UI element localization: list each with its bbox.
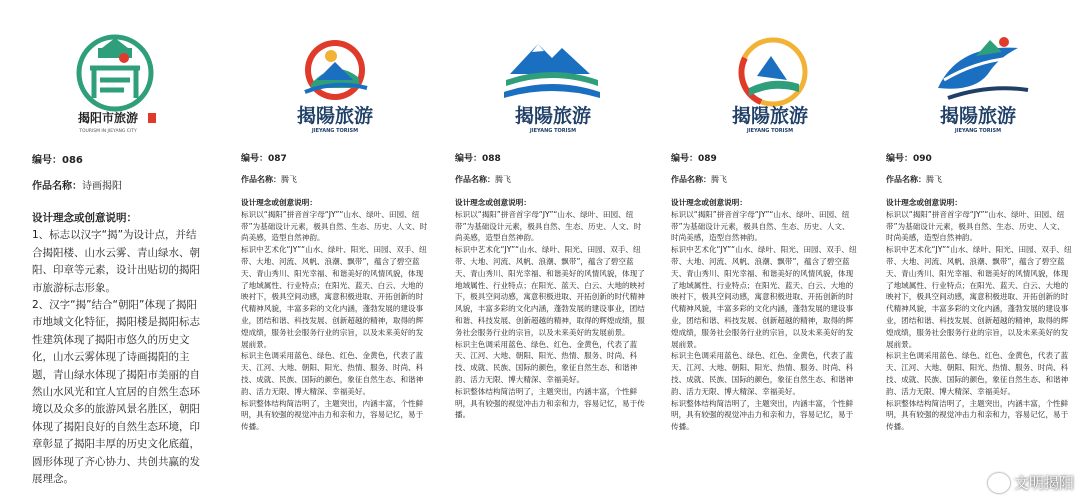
entry-number: 编号：089: [671, 154, 717, 164]
logo-subcaption: JIEYANG TORISM: [529, 128, 577, 134]
concept-heading: 设计理念或创意说明：: [455, 198, 531, 207]
name-value: 腾飞: [495, 175, 511, 184]
concept-paragraph: 标识主色调采用蓝色、绿色、红色、金黄色，代表了蓝天、江河、大地、朝阳、阳光、热情、服务、时尚、科技、成就、民族、国际的颜色，象征自然生态、和谐神韵、活力无限、博大精深、幸福美好。: [886, 351, 1069, 396]
name-value: 诗画揭阳: [82, 181, 122, 192]
name-label: 作品名称：: [671, 175, 711, 184]
concept-paragraph: 标识以“揭阳”拼音首字母“JY”“山水、绿叶、田园、纽带”为基础设计元素，极具自然、生态、历史、人文、时尚美感，造型自然神韵。: [886, 209, 1065, 243]
concept-description: [886, 197, 1072, 433]
entry-number: 编号：086: [32, 155, 83, 166]
name-value: 腾飞: [926, 175, 942, 184]
concept-paragraph: 2、汉字“揭”结合“朝阳”体现了揭阳市地域文化特征，揭阳楼是揭阳标志性建筑体现了揭阳市悠久的历史文化，山水云雾体现了诗画揭阳的主题，青山绿水体现了揭阳市美丽的自然山水风光和宜人宜居的自然生态环境以及众多的旅游风景名胜区，朝阳体现了揭阳良好的自然生态环境，印章彰显了揭阳丰厚的历史文化底蕴，圆形体现了齐心协力、共创共赢的发展理念。: [32, 299, 200, 486]
concept-paragraph: 标识以“揭阳”拼音首字母“JY”“山水、绿叶、田园、纽带”为基础设计元素，极具自然、生态、历史、人文、时尚美感，造型自然神韵。: [241, 209, 428, 243]
name-value: 腾飞: [281, 175, 297, 184]
entry-name: [886, 174, 942, 185]
concept-paragraph: 1、标志以汉字“揭”为设计点，并结合揭阳楼、山水云雾、青山绿水、朝阳、印章等元素，设计出贴切的揭阳市旅游标志形象。: [32, 229, 200, 294]
concept-paragraph: 标识主色调采用蓝色、绿色、红色、金黄色，代表了蓝天、江河、大地、朝阳、阳光、热情、服务、时尚、科技、成就、民族、国际的颜色，象征自然生态、和谐神韵、活力无限、博大精深、幸福美好。: [455, 339, 638, 384]
watermark-text: 文明揭阳: [1013, 473, 1074, 492]
entry-086: [20, 0, 220, 499]
entry-name: [32, 177, 122, 192]
concept-paragraph: 标识中艺术化“JY”“山水、绿叶、阳光、田园、双手、纽带、大地、河流、风帆、浪潮、飘带”，蕴含了碧空蓝天、青山秀川、阳光幸福、和谐美好的风情风貌，体现了地域属性、行业特点；在阳光、蓝天、白云、大地的映衬下，极具空间动感，寓意积极进取、开拓创新的时代精神风貌，丰富多彩的文化内涵，蓬勃发展的建设事业，团结和谐、科技发展、创新超越的精神，取得的辉煌成绩，服务社会服务行业的宗旨，以及未来美好的发展前景。: [671, 245, 857, 349]
watermark: [988, 472, 1074, 494]
entry-number: 编号：090: [886, 154, 932, 164]
logo-caption: 揭阳市旅游: [77, 111, 139, 125]
logo-caption: 揭陽旅游: [731, 105, 809, 127]
concept-paragraph: 标识整体结构简洁明了，主题突出，内涵丰富，个性鲜明，具有较强的视觉冲击力和亲和力，容易记忆，易于传播。: [455, 386, 645, 420]
concept-heading: 设计理念或创意说明：: [241, 198, 317, 207]
name-value: 腾飞: [711, 175, 727, 184]
logo-subcaption: TOURISM IN JIEYANG CITY: [79, 129, 137, 134]
entry-087: [235, 0, 440, 499]
logo-086: [20, 18, 220, 136]
concept-heading: 设计理念或创意说明：: [32, 212, 137, 224]
name-label: 作品名称：: [886, 175, 926, 184]
logo-088: [448, 18, 658, 136]
concept-paragraph: 标识整体结构简洁明了，主题突出，内涵丰富，个性鲜明，具有较强的视觉冲击力和亲和力，容易记忆，易于传播。: [886, 398, 1069, 432]
entry-088: [448, 0, 658, 499]
concept-paragraph: 标识主色调采用蓝色、绿色、红色、金黄色，代表了蓝天、江河、大地、朝阳、阳光、热情、服务、时尚、科技、成就、民族、国际的颜色，象征自然生态、和谐神韵、活力无限、博大精深、幸福美好。: [241, 351, 424, 396]
concept-description: [241, 197, 429, 433]
logo-089: [665, 18, 875, 136]
entry-name: [455, 174, 511, 185]
name-label: 作品名称：: [241, 175, 281, 184]
concept-paragraph: 标识整体结构简洁明了，主题突出，内涵丰富，个性鲜明，具有较强的视觉冲击力和亲和力，容易记忆，易于传播。: [241, 398, 424, 432]
entry-089: [665, 0, 875, 499]
logo-caption: 揭陽旅游: [939, 105, 1017, 127]
logo-caption: 揭陽旅游: [514, 105, 592, 127]
entry-name: [671, 174, 727, 185]
concept-paragraph: 标识中艺术化“JY”“山水、绿叶、阳光、田园、双手、纽带、大地、河流、风帆、浪潮、飘带”，蕴含了碧空蓝天、青山秀川、阳光幸福、和谐美好的风情风貌，体现了地域属性、行业特点；在阳光、蓝天、白云、大地的映衬下，极具空间动感，寓意积极进取、开拓创新的时代精神风貌，丰富多彩的文化内涵，蓬勃发展的建设事业，团结和谐、科技发展、创新超越的精神，取得的辉煌成绩，服务社会服务行业的宗旨，以及未来美好的发展前景。: [241, 245, 427, 349]
entry-number: 编号：087: [241, 154, 287, 164]
logo-subcaption: JIEYANG TORISM: [311, 128, 359, 134]
concept-heading: 设计理念或创意说明：: [671, 198, 747, 207]
logo-subcaption: JIEYANG TORISM: [746, 128, 794, 134]
name-label: 作品名称：: [455, 175, 495, 184]
concept-description: [671, 197, 857, 433]
logo-caption: 揭陽旅游: [296, 105, 374, 127]
entry-number: 编号：088: [455, 154, 501, 164]
concept-paragraph: 标识主色调采用蓝色、绿色、红色、金黄色，代表了蓝天、江河、大地、朝阳、阳光、热情、服务、时尚、科技、成就、民族、国际的颜色，象征自然生态、和谐神韵、活力无限、博大精深、幸福美好。: [671, 351, 854, 396]
concept-heading: 设计理念或创意说明：: [886, 198, 962, 207]
concept-paragraph: 标识整体结构简洁明了，主题突出，内涵丰富，个性鲜明，具有较强的视觉冲击力和亲和力，容易记忆，易于传播。: [671, 398, 854, 432]
concept-paragraph: 标识中艺术化“JY”“山水、绿叶、阳光、田园、双手、纽带、大地、河流、风帆、浪潮、飘带”，蕴含了碧空蓝天、青山秀川、阳光幸福、和谐美好的风情风貌，体现了地域属性、行业特点；在阳光、蓝天、白云、大地的映衬下，极具空间动感，寓意积极进取、开拓创新的时代精神风貌，丰富多彩的文化内涵，蓬勃发展的建设事业，团结和谐、科技发展、创新超越的精神，取得的辉煌成绩，服务社会服务行业的宗旨，以及未来美好的发展前景。: [886, 245, 1072, 349]
concept-description: [455, 197, 645, 421]
concept-paragraph: 标识中艺术化“JY”“山水、绿叶、阳光、田园、双手、纽带、大地、河流、风帆、浪潮、飘带”，蕴含了碧空蓝天、青山秀川、阳光幸福、和谐美好的风情风貌，体现了地域属性、行业特点；在阳光、蓝天、白云、大地的映衬下，极具空间动感，寓意积极进取、开拓创新的时代精神风貌，丰富多彩的文化内涵，蓬勃发展的建设事业，团结和谐、科技发展、创新超越的精神，取得的辉煌成绩，服务社会服务行业的宗旨，以及未来美好的发展前景。: [455, 245, 645, 337]
concept-description: [32, 210, 204, 489]
concept-paragraph: 标识以“揭阳”拼音首字母“JY”“山水、绿叶、田园、纽带”为基础设计元素，极具自然、生态、历史、人文、时尚美感，造型自然神韵。: [671, 209, 850, 243]
entry-name: [241, 174, 297, 185]
entry-090: [878, 0, 1080, 499]
logo-090: [878, 18, 1080, 136]
wechat-icon: [988, 473, 1010, 493]
name-label: 作品名称：: [32, 181, 82, 192]
logo-subcaption: JIEYANG TORISM: [954, 128, 1002, 134]
concept-paragraph: 标识以“揭阳”拼音首字母“JY”“山水、绿叶、田园、纽带”为基础设计元素，极具自然、生态、历史、人文、时尚美感，造型自然神韵。: [455, 209, 642, 243]
logo-087: [235, 18, 440, 136]
